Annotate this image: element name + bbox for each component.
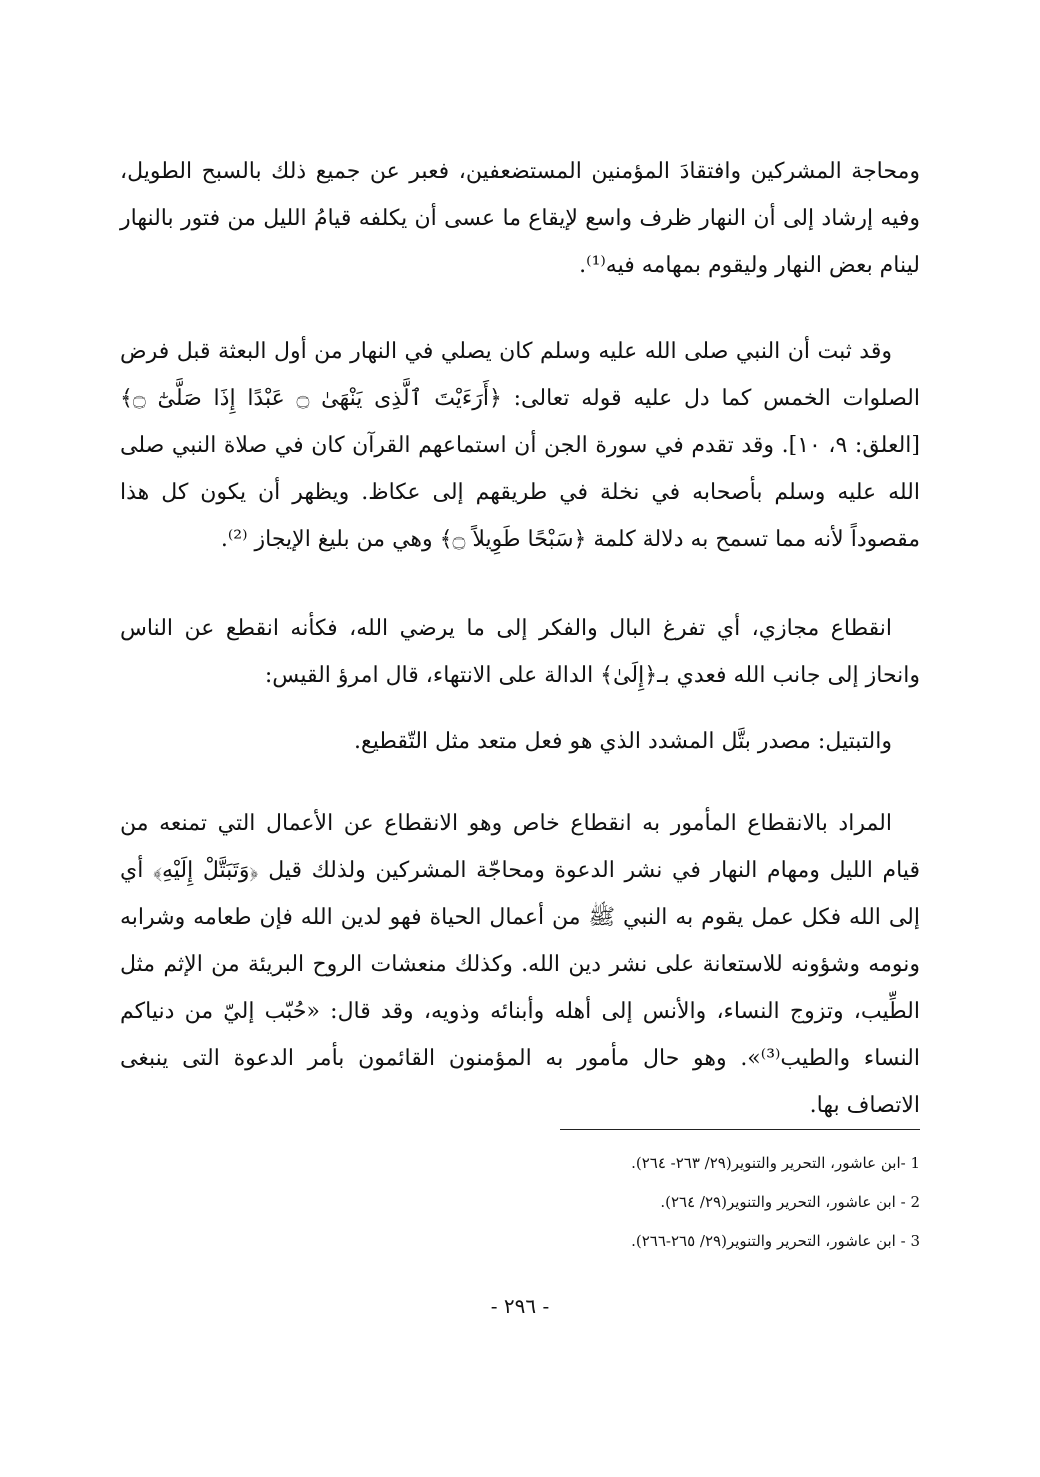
paragraph-continuation: ومحاجة المشركين وافتقادَ المؤمنين المستضعفين، فعبر عن جميع ذلك بالسبح الطويل، وفيه إرشاد إلى أن النهار ظرف واسع لإيقاع ما عسى أن يكلفه قيامُ الليل من فتور بالنهار لينام بعض النهار وليقوم بمهامه فيه⁽¹⁾. <box>120 159 920 278</box>
page-number: - ٢٩٦ - <box>490 1294 550 1318</box>
paragraph-tabteel-definition: والتبتيل: مصدر بتَّل المشدد الذي هو فعل متعد مثل التّقطيع. <box>354 729 892 754</box>
footnote-2: 2 - ابن عاشور، التحرير والتنوير(٢٩/ ٢٦٤). <box>660 1193 920 1211</box>
footnote-1: 1 -ابن عاشور، التحرير والتنوير(٢٩/ ٢٦٣- ٢٦٤). <box>631 1154 920 1172</box>
paragraph-figurative-devotion: انقطاع مجازي، أي تفرغ البال والفكر إلى ما يرضي الله، فكأنه انقطع عن الناس وانحاز إلى جانب الله فعدي بـ﴿إِلَىٰ﴾ الدالة على الانتهاء، قال امرؤ القيس: <box>120 616 920 688</box>
paragraph-intended-devotion: المراد بالانقطاع المأمور به انقطاع خاص وهو الانقطاع عن الأعمال التي تمنعه من قيام الليل ومهام النهار في نشر الدعوة ومحاجّة المشركين ولذلك قيل ﴿وَتَبَتَّلْ إِلَيْهِ﴾ أي إلى الله فكل عمل يقوم به النبي ﷺ من أعمال الحياة فهو لدين الله فإن طعامه وشرابه ونومه وشؤونه للاستعانة على نشر دين الله. وكذلك منعشات الروح البريئة من الإثم مثل الطِّيب، وتزوج النساء، والأنس إلى أهله وأبنائه وذويه، وقد قال: «حُبّب إليّ من دنياكم النساء والطيب⁽³⁾». وهو حال مأمور به المؤمنون القائمون بأمر الدعوة التى ينبغى الاتصاف بها. <box>120 811 920 1118</box>
paragraph-prophet-prayer: وقد ثبت أن النبي صلى الله عليه وسلم كان يصلي في النهار من أول البعثة قبل فرض الصلوات الخمس كما دل عليه قوله تعالى: ﴿أَرَءَيْتَ ٱلَّذِى يَنْهَىٰ ۝ عَبْدًا إِذَا صَلَّىٰٓ ۝﴾ [العلق: ٩، ١٠]. وقد تقدم في سورة الجن أن استماعهم القرآن كان في صلاة النبي صلى الله عليه وسلم بأصحابه في نخلة في طريقهم إلى عكاظ. ويظهر أن يكون كل هذا مقصوداً لأنه مما تسمح به دلالة كلمة ﴿سَبْحًا طَوِيلاً ۝﴾ وهي من بليغ الإيجاز ⁽²⁾. <box>120 339 920 552</box>
footnote-3: 3 - ابن عاشور، التحرير والتنوير(٢٩/ ٢٦٥-٢٦٦). <box>631 1232 920 1250</box>
footnote-divider <box>560 1129 920 1130</box>
footnotes <box>120 1144 920 1261</box>
